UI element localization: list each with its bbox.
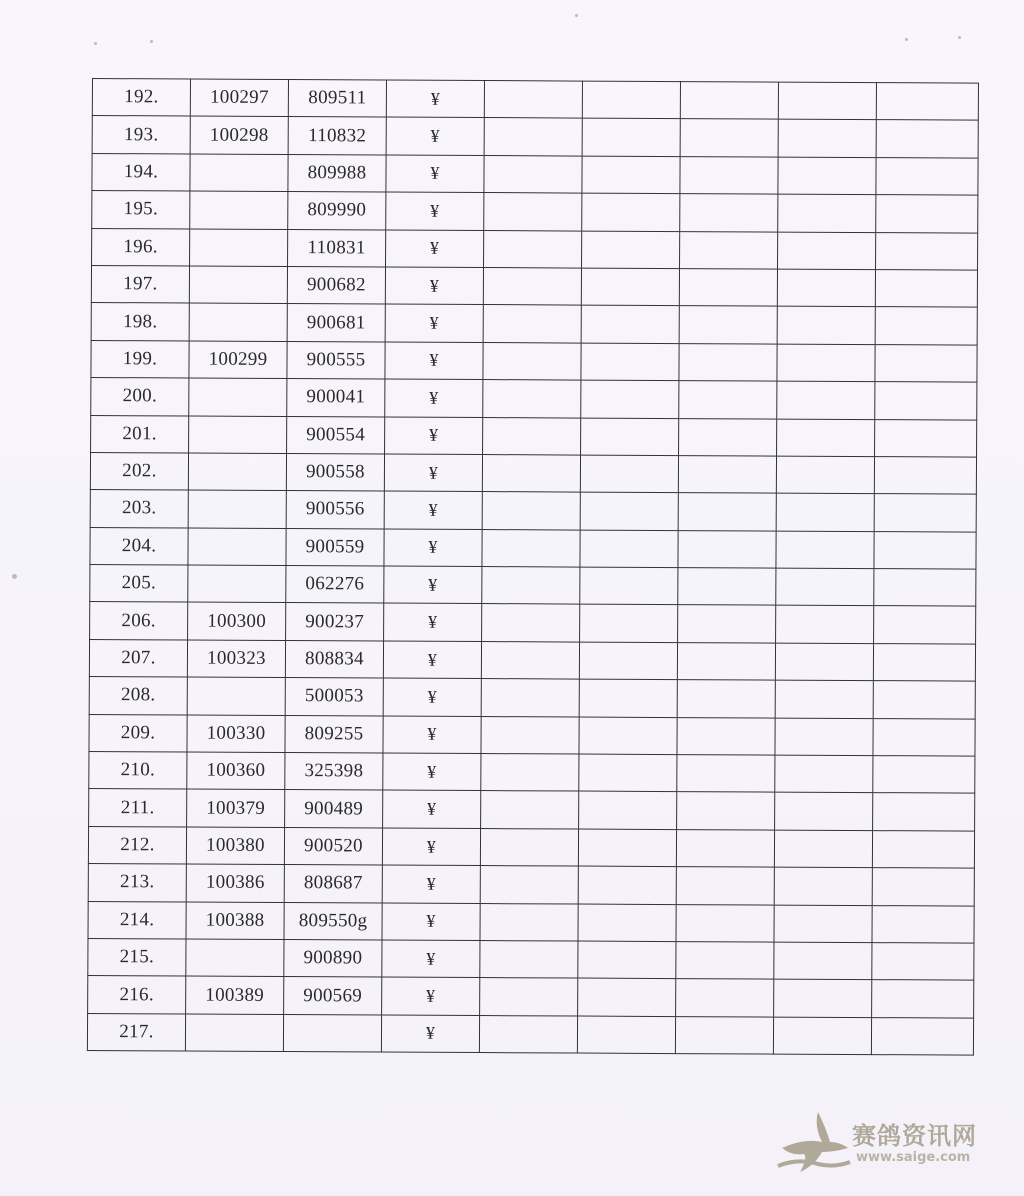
empty-cell bbox=[874, 494, 976, 532]
empty-cell bbox=[776, 531, 874, 569]
row-index-cell: 200. bbox=[91, 378, 189, 416]
table-row bbox=[90, 602, 976, 644]
table-row bbox=[92, 191, 978, 233]
empty-cell bbox=[482, 454, 580, 492]
row-id-cell bbox=[187, 677, 285, 715]
row-id-cell: 100380 bbox=[186, 827, 284, 865]
empty-cell bbox=[776, 606, 874, 644]
empty-cell bbox=[778, 82, 876, 120]
empty-cell bbox=[777, 269, 875, 307]
scan-speck bbox=[575, 14, 578, 17]
row-index-cell: 216. bbox=[88, 976, 186, 1014]
empty-cell bbox=[776, 456, 874, 494]
empty-cell bbox=[578, 978, 676, 1016]
table-row bbox=[88, 976, 974, 1018]
row-index-cell: 196. bbox=[92, 228, 190, 266]
empty-cell bbox=[480, 866, 578, 904]
empty-cell bbox=[479, 1015, 577, 1053]
empty-cell bbox=[581, 418, 679, 456]
row-currency-cell: ¥ bbox=[385, 379, 483, 417]
empty-cell bbox=[580, 605, 678, 643]
table-row bbox=[89, 789, 975, 831]
row-id-cell bbox=[190, 191, 288, 229]
empty-cell bbox=[579, 717, 677, 755]
empty-cell bbox=[876, 83, 978, 121]
empty-cell bbox=[676, 867, 774, 905]
row-index-cell: 206. bbox=[90, 602, 188, 640]
empty-cell bbox=[774, 905, 872, 943]
empty-cell bbox=[582, 156, 680, 194]
table-row bbox=[91, 415, 977, 457]
table-row bbox=[88, 901, 974, 943]
empty-cell bbox=[875, 270, 977, 308]
empty-cell bbox=[773, 1017, 871, 1055]
empty-cell bbox=[581, 343, 679, 381]
empty-cell bbox=[875, 307, 977, 345]
row-index-cell: 203. bbox=[90, 490, 188, 528]
empty-cell bbox=[480, 903, 578, 941]
empty-cell bbox=[676, 904, 774, 942]
row-id-cell bbox=[190, 229, 288, 267]
empty-cell bbox=[579, 679, 677, 717]
row-currency-cell: ¥ bbox=[386, 155, 484, 193]
empty-cell bbox=[874, 606, 976, 644]
row-index-cell: 211. bbox=[89, 789, 187, 827]
row-currency-cell: ¥ bbox=[383, 790, 481, 828]
empty-cell bbox=[679, 343, 777, 381]
row-code-cell: 808687 bbox=[284, 865, 382, 903]
empty-cell bbox=[480, 978, 578, 1016]
empty-cell bbox=[480, 828, 578, 866]
empty-cell bbox=[580, 530, 678, 568]
empty-cell bbox=[484, 230, 582, 268]
table-row bbox=[91, 265, 977, 307]
empty-cell bbox=[777, 381, 875, 419]
row-currency-cell: ¥ bbox=[385, 417, 483, 455]
row-code-cell: 110831 bbox=[288, 229, 386, 267]
row-index-cell: 210. bbox=[89, 752, 187, 790]
table-row bbox=[89, 714, 975, 756]
row-currency-cell: ¥ bbox=[386, 117, 484, 155]
row-code-cell: 900556 bbox=[286, 491, 384, 529]
scan-speck bbox=[150, 40, 153, 43]
empty-cell bbox=[680, 82, 778, 120]
ledger-table bbox=[87, 78, 979, 1056]
table-row bbox=[92, 79, 978, 121]
empty-cell bbox=[582, 118, 680, 156]
table-row bbox=[89, 639, 975, 681]
row-currency-cell: ¥ bbox=[386, 230, 484, 268]
empty-cell bbox=[483, 380, 581, 418]
row-id-cell bbox=[189, 378, 287, 416]
row-code-cell: 900041 bbox=[287, 379, 385, 417]
row-id-cell: 100330 bbox=[187, 715, 285, 753]
row-id-cell bbox=[190, 154, 288, 192]
table-row bbox=[91, 378, 977, 420]
table-row bbox=[92, 116, 978, 158]
empty-cell bbox=[774, 979, 872, 1017]
empty-cell bbox=[774, 867, 872, 905]
empty-cell bbox=[482, 567, 580, 605]
table-row bbox=[88, 826, 974, 868]
row-currency-cell: ¥ bbox=[384, 529, 482, 567]
table-row bbox=[90, 527, 976, 569]
empty-cell bbox=[579, 791, 677, 829]
row-index-cell: 195. bbox=[92, 191, 190, 229]
row-code-cell: 062276 bbox=[286, 566, 384, 604]
row-id-cell bbox=[188, 490, 286, 528]
empty-cell bbox=[875, 419, 977, 457]
row-id-cell: 100360 bbox=[187, 752, 285, 790]
empty-cell bbox=[874, 569, 976, 607]
empty-cell bbox=[481, 641, 579, 679]
empty-cell bbox=[676, 942, 774, 980]
empty-cell bbox=[483, 342, 581, 380]
empty-cell bbox=[676, 979, 774, 1017]
empty-cell bbox=[578, 866, 676, 904]
row-id-cell: 100300 bbox=[188, 602, 286, 640]
empty-cell bbox=[676, 829, 774, 867]
row-currency-cell: ¥ bbox=[383, 753, 481, 791]
row-currency-cell: ¥ bbox=[382, 828, 480, 866]
watermark-name: 赛鸽资讯网 bbox=[852, 1122, 977, 1150]
empty-cell bbox=[579, 754, 677, 792]
empty-cell bbox=[874, 457, 976, 495]
row-code-cell: 110832 bbox=[288, 117, 386, 155]
empty-cell bbox=[872, 905, 974, 943]
row-index-cell: 198. bbox=[91, 303, 189, 341]
watermark-url: www.saige.com bbox=[856, 1150, 971, 1165]
row-code-cell: 900682 bbox=[287, 266, 385, 304]
row-id-cell bbox=[188, 565, 286, 603]
row-currency-cell: ¥ bbox=[384, 491, 482, 529]
empty-cell bbox=[876, 157, 978, 195]
empty-cell bbox=[873, 718, 975, 756]
table-row bbox=[91, 340, 977, 382]
empty-cell bbox=[677, 717, 775, 755]
empty-cell bbox=[778, 119, 876, 157]
empty-cell bbox=[775, 755, 873, 793]
row-code-cell: 900559 bbox=[286, 528, 384, 566]
empty-cell bbox=[680, 156, 778, 194]
empty-cell bbox=[873, 681, 975, 719]
scan-speck bbox=[12, 574, 17, 579]
empty-cell bbox=[775, 643, 873, 681]
pigeon-icon bbox=[774, 1108, 854, 1178]
empty-cell bbox=[679, 306, 777, 344]
empty-cell bbox=[776, 568, 874, 606]
empty-cell bbox=[577, 1016, 675, 1054]
empty-cell bbox=[778, 194, 876, 232]
row-currency-cell: ¥ bbox=[384, 604, 482, 642]
empty-cell bbox=[680, 194, 778, 232]
empty-cell bbox=[775, 793, 873, 831]
row-index-cell: 201. bbox=[91, 415, 189, 453]
empty-cell bbox=[482, 604, 580, 642]
empty-cell bbox=[874, 531, 976, 569]
empty-cell bbox=[873, 793, 975, 831]
table-row bbox=[89, 677, 975, 719]
row-code-cell: 808834 bbox=[285, 640, 383, 678]
empty-cell bbox=[482, 492, 580, 530]
row-code-cell: 900237 bbox=[286, 603, 384, 641]
empty-cell bbox=[677, 642, 775, 680]
empty-cell bbox=[482, 529, 580, 567]
empty-cell bbox=[484, 81, 582, 119]
empty-cell bbox=[775, 680, 873, 718]
empty-cell bbox=[582, 193, 680, 231]
empty-cell bbox=[873, 643, 975, 681]
empty-cell bbox=[579, 642, 677, 680]
empty-cell bbox=[677, 680, 775, 718]
empty-cell bbox=[679, 418, 777, 456]
empty-cell bbox=[582, 81, 680, 119]
empty-cell bbox=[578, 829, 676, 867]
row-id-cell bbox=[189, 303, 287, 341]
table-row bbox=[89, 752, 975, 794]
empty-cell bbox=[677, 792, 775, 830]
empty-cell bbox=[777, 306, 875, 344]
row-index-cell: 194. bbox=[92, 153, 190, 191]
row-code-cell: 809988 bbox=[288, 154, 386, 192]
row-currency-cell: ¥ bbox=[386, 192, 484, 230]
row-currency-cell: ¥ bbox=[383, 678, 481, 716]
empty-cell bbox=[774, 942, 872, 980]
empty-cell bbox=[876, 120, 978, 158]
row-index-cell: 193. bbox=[92, 116, 190, 154]
empty-cell bbox=[875, 344, 977, 382]
empty-cell bbox=[872, 943, 974, 981]
empty-cell bbox=[778, 157, 876, 195]
empty-cell bbox=[678, 605, 776, 643]
row-id-cell: 100298 bbox=[190, 116, 288, 154]
row-currency-cell: ¥ bbox=[385, 304, 483, 342]
row-code-cell: 900520 bbox=[284, 827, 382, 865]
row-code-cell: 900555 bbox=[287, 341, 385, 379]
table-row bbox=[91, 303, 977, 345]
empty-cell bbox=[678, 455, 776, 493]
row-index-cell: 202. bbox=[90, 452, 188, 490]
scan-speck bbox=[958, 36, 961, 39]
row-code-cell: 900681 bbox=[287, 304, 385, 342]
row-id-cell bbox=[185, 1014, 283, 1052]
table-row bbox=[92, 228, 978, 270]
empty-cell bbox=[876, 195, 978, 233]
row-id-cell: 100299 bbox=[189, 341, 287, 379]
row-id-cell bbox=[186, 939, 284, 977]
empty-cell bbox=[875, 382, 977, 420]
row-id-cell: 100388 bbox=[186, 902, 284, 940]
empty-cell bbox=[871, 1017, 973, 1055]
table-row bbox=[90, 452, 976, 494]
empty-cell bbox=[675, 1016, 773, 1054]
row-id-cell: 100389 bbox=[186, 976, 284, 1014]
empty-cell bbox=[876, 232, 978, 270]
row-index-cell: 208. bbox=[89, 677, 187, 715]
row-code-cell: 809550g bbox=[284, 902, 382, 940]
row-index-cell: 213. bbox=[88, 864, 186, 902]
empty-cell bbox=[777, 419, 875, 457]
row-currency-cell: ¥ bbox=[382, 940, 480, 978]
row-index-cell: 207. bbox=[89, 639, 187, 677]
row-currency-cell: ¥ bbox=[385, 267, 483, 305]
empty-cell bbox=[679, 381, 777, 419]
empty-cell bbox=[678, 568, 776, 606]
row-currency-cell: ¥ bbox=[384, 566, 482, 604]
row-code-cell: 809255 bbox=[285, 715, 383, 753]
empty-cell bbox=[484, 193, 582, 231]
row-code-cell: 900890 bbox=[284, 940, 382, 978]
row-currency-cell: ¥ bbox=[382, 977, 480, 1015]
row-index-cell: 199. bbox=[91, 340, 189, 378]
row-id-cell bbox=[188, 528, 286, 566]
empty-cell bbox=[481, 754, 579, 792]
row-id-cell bbox=[188, 453, 286, 491]
row-id-cell bbox=[189, 416, 287, 454]
empty-cell bbox=[483, 305, 581, 343]
empty-cell bbox=[580, 492, 678, 530]
row-index-cell: 214. bbox=[88, 901, 186, 939]
empty-cell bbox=[778, 232, 876, 270]
empty-cell bbox=[775, 718, 873, 756]
row-code-cell: 809990 bbox=[288, 192, 386, 230]
empty-cell bbox=[580, 567, 678, 605]
row-id-cell bbox=[189, 266, 287, 304]
scan-speck bbox=[94, 42, 97, 45]
table-row bbox=[88, 938, 974, 980]
row-currency-cell: ¥ bbox=[383, 641, 481, 679]
empty-cell bbox=[578, 904, 676, 942]
empty-cell bbox=[581, 268, 679, 306]
row-id-cell: 100386 bbox=[186, 864, 284, 902]
empty-cell bbox=[578, 941, 676, 979]
empty-cell bbox=[872, 868, 974, 906]
empty-cell bbox=[483, 268, 581, 306]
empty-cell bbox=[679, 269, 777, 307]
row-index-cell: 205. bbox=[90, 565, 188, 603]
empty-cell bbox=[581, 380, 679, 418]
empty-cell bbox=[480, 941, 578, 979]
row-currency-cell: ¥ bbox=[385, 342, 483, 380]
row-code-cell: 900558 bbox=[286, 453, 384, 491]
row-currency-cell: ¥ bbox=[383, 716, 481, 754]
empty-cell bbox=[678, 493, 776, 531]
row-currency-cell: ¥ bbox=[382, 903, 480, 941]
row-currency-cell: ¥ bbox=[382, 865, 480, 903]
row-index-cell: 217. bbox=[87, 1013, 185, 1051]
row-code-cell: 900489 bbox=[285, 790, 383, 828]
table-row bbox=[88, 864, 974, 906]
empty-cell bbox=[872, 980, 974, 1018]
row-index-cell: 212. bbox=[88, 826, 186, 864]
empty-cell bbox=[777, 344, 875, 382]
row-index-cell: 192. bbox=[92, 79, 190, 117]
row-currency-cell: ¥ bbox=[384, 454, 482, 492]
row-currency-cell: ¥ bbox=[386, 80, 484, 118]
empty-cell bbox=[677, 755, 775, 793]
row-index-cell: 209. bbox=[89, 714, 187, 752]
empty-cell bbox=[481, 791, 579, 829]
empty-cell bbox=[481, 679, 579, 717]
empty-cell bbox=[582, 231, 680, 269]
empty-cell bbox=[680, 119, 778, 157]
scan-speck bbox=[905, 38, 908, 41]
empty-cell bbox=[581, 305, 679, 343]
row-index-cell: 197. bbox=[91, 265, 189, 303]
empty-cell bbox=[776, 493, 874, 531]
empty-cell bbox=[774, 830, 872, 868]
table-row bbox=[90, 565, 976, 607]
empty-cell bbox=[873, 756, 975, 794]
row-code-cell: 900554 bbox=[287, 416, 385, 454]
ledger-body bbox=[87, 79, 978, 1056]
table-row bbox=[92, 153, 978, 195]
empty-cell bbox=[484, 155, 582, 193]
row-code-cell: 809511 bbox=[288, 80, 386, 118]
empty-cell bbox=[872, 830, 974, 868]
empty-cell bbox=[680, 231, 778, 269]
row-code-cell: 500053 bbox=[285, 678, 383, 716]
row-index-cell: 204. bbox=[90, 527, 188, 565]
watermark-logo bbox=[774, 1108, 984, 1178]
row-code-cell: 325398 bbox=[285, 753, 383, 791]
empty-cell bbox=[481, 716, 579, 754]
row-currency-cell: ¥ bbox=[381, 1015, 479, 1053]
empty-cell bbox=[580, 455, 678, 493]
empty-cell bbox=[483, 417, 581, 455]
row-id-cell: 100323 bbox=[187, 640, 285, 678]
row-id-cell: 100379 bbox=[187, 789, 285, 827]
row-index-cell: 215. bbox=[88, 938, 186, 976]
row-id-cell: 100297 bbox=[190, 79, 288, 117]
row-code-cell bbox=[283, 1014, 381, 1052]
row-code-cell: 900569 bbox=[284, 977, 382, 1015]
empty-cell bbox=[678, 530, 776, 568]
table-row bbox=[90, 490, 976, 532]
empty-cell bbox=[484, 118, 582, 156]
table-row bbox=[87, 1013, 973, 1055]
